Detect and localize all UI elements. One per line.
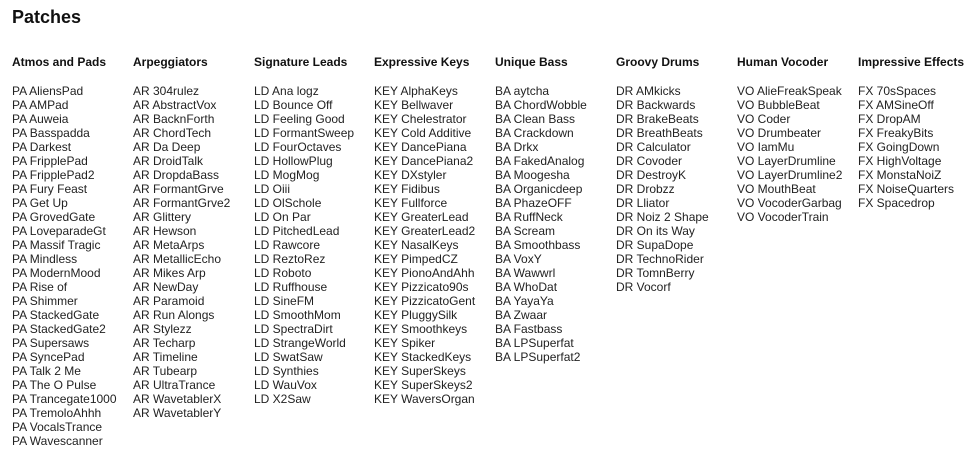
patch-list [858, 84, 964, 210]
patch-item: KEY Pizzicato90s [374, 280, 469, 294]
patch-item: DR Covoder [616, 154, 683, 168]
patch-item: KEY GreaterLead2 [374, 224, 476, 238]
patch-item: BA LPSuperfat2 [495, 350, 581, 364]
patch-item: PA Darkest [12, 140, 72, 154]
patch-columns [12, 55, 978, 455]
column-header: Impressive Effects [858, 55, 965, 69]
patch-item: LD FormantSweep [254, 126, 355, 140]
patch-item: BA LPSuperfat [495, 336, 574, 350]
patch-item: KEY NasalKeys [374, 238, 459, 252]
patch-item: VO IamMu [737, 140, 795, 154]
patch-item: PA LoveparadeGt [12, 224, 106, 238]
patch-item: KEY Bellwaver [374, 98, 454, 112]
patch-item: LD PitchedLead [254, 224, 340, 238]
patch-item: FX DropAM [858, 112, 921, 126]
patch-item: PA TremoloAhhh [12, 406, 102, 420]
patch-item: LD SpectraDirt [254, 322, 333, 336]
patch-item: KEY Smoothkeys [374, 322, 468, 336]
patch-item: PA AliensPad [12, 84, 84, 98]
patch-item: DR Lliator [616, 196, 670, 210]
patch-item: FX FreakyBits [858, 126, 934, 140]
patch-item: KEY Fidibus [374, 182, 440, 196]
patch-item: LD HollowPlug [254, 154, 333, 168]
patch-item: FX NoiseQuarters [858, 182, 955, 196]
patch-item: BA Smoothbass [495, 238, 581, 252]
patch-item: LD Synthies [254, 364, 319, 378]
column-human-vocoder [737, 55, 842, 224]
patch-item: LD StrangeWorld [254, 336, 346, 350]
patch-item: PA Wavescanner [12, 434, 103, 448]
patch-item: AR Timeline [133, 350, 198, 364]
patch-item: PA The O Pulse [12, 378, 97, 392]
patch-item: LD Bounce Off [254, 98, 333, 112]
patch-list [495, 84, 587, 364]
patch-item: VO LayerDrumline [737, 154, 836, 168]
patch-item: KEY GreaterLead [374, 210, 469, 224]
patch-item: BA aytcha [495, 84, 550, 98]
patch-item: BA VoxY [495, 252, 542, 266]
patch-item: LD Rawcore [254, 238, 321, 252]
patch-item: DR Backwards [616, 98, 696, 112]
patch-item: AR Hewson [133, 224, 197, 238]
patch-item: VO AlieFreakSpeak [737, 84, 842, 98]
patch-item: PA FripplePad2 [12, 168, 95, 182]
patch-item: LD ReztoRez [254, 252, 326, 266]
patch-item: FX 70sSpaces [858, 84, 937, 98]
patch-item: KEY Cold Additive [374, 126, 472, 140]
patch-item: PA Talk 2 Me [12, 364, 81, 378]
patch-item: LD SineFM [254, 294, 315, 308]
patch-item: FX GoingDown [858, 140, 940, 154]
patch-item: DR AMkicks [616, 84, 681, 98]
patch-item: DR Vocorf [616, 280, 671, 294]
patch-item: PA GrovedGate [12, 210, 96, 224]
patch-item: AR FormantGrve [133, 182, 224, 196]
column-arpeggiators [133, 55, 230, 420]
patch-item: KEY Spiker [374, 336, 436, 350]
patch-item: KEY Fullforce [374, 196, 448, 210]
patch-item: DR Noiz 2 Shape [616, 210, 709, 224]
patch-item: AR Stylezz [133, 322, 192, 336]
page-title: Patches [12, 7, 82, 27]
patch-item: AR 304rulez [133, 84, 200, 98]
patch-item: BA Crackdown [495, 126, 574, 140]
patch-item: KEY WaversOrgan [374, 392, 475, 406]
patch-item: KEY Chelestrator [374, 112, 467, 126]
column-impressive-effects [858, 55, 964, 210]
column-atmos-and-pads [12, 55, 117, 448]
patch-item: PA StackedGate [12, 308, 100, 322]
patch-list [616, 84, 709, 294]
patch-item: DR SupaDope [616, 238, 694, 252]
patch-item: DR Calculator [616, 140, 691, 154]
patch-item: LD SmoothMom [254, 308, 341, 322]
patch-item: AR Tubearp [133, 364, 198, 378]
patch-item: VO VocoderGarbag [737, 196, 842, 210]
patch-item: FX AMSineOff [858, 98, 934, 112]
patch-item: PA Supersaws [12, 336, 90, 350]
patch-item: PA Basspadda [12, 126, 90, 140]
patch-item: AR AbstractVox [133, 98, 217, 112]
patch-item: KEY PluggySilk [374, 308, 458, 322]
patch-item: KEY StackedKeys [374, 350, 472, 364]
patch-item: LD Roboto [254, 266, 312, 280]
patch-item: BA Drkx [495, 140, 539, 154]
patch-list [12, 84, 117, 448]
patch-item: LD SwatSaw [254, 350, 323, 364]
patch-list [133, 84, 230, 420]
patch-item: AR DropdaBass [133, 168, 220, 182]
patch-item: AR DroidTalk [133, 154, 204, 168]
patch-item: PA Massif Tragic [12, 238, 101, 252]
patch-item: AR Mikes Arp [133, 266, 206, 280]
patch-item: BA Fastbass [495, 322, 563, 336]
patch-item: PA Get Up [12, 196, 68, 210]
patch-item: AR MetaArps [133, 238, 205, 252]
patch-item: DR BreathBeats [616, 126, 703, 140]
patch-item: KEY PionoAndAhh [374, 266, 475, 280]
patch-item: VO BubbleBeat [737, 98, 820, 112]
patch-item: PA Fury Feast [12, 182, 88, 196]
column-header: Unique Bass [495, 55, 568, 69]
patch-item: PA Trancegate1000 [12, 392, 117, 406]
column-expressive-keys [374, 55, 475, 406]
patch-item: KEY DancePiana2 [374, 154, 474, 168]
patch-item: PA Mindless [12, 252, 78, 266]
patch-item: PA Rise of [12, 280, 68, 294]
patch-item: PA StackedGate2 [12, 322, 106, 336]
patch-item: AR WavetablerY [133, 406, 222, 420]
patch-item: PA VocalsTrance [12, 420, 103, 434]
patch-item: PA AMPad [12, 98, 69, 112]
patch-item: PA ModernMood [12, 266, 101, 280]
patch-item: AR Run Alongs [133, 308, 215, 322]
patch-item: BA YayaYa [495, 294, 554, 308]
column-signature-leads [254, 55, 354, 406]
patch-item: AR BacknForth [133, 112, 215, 126]
patch-item: AR Techarp [133, 336, 196, 350]
column-header: Atmos and Pads [12, 55, 107, 69]
patch-item: DR TomnBerry [616, 266, 695, 280]
patch-item: BA WhoDat [495, 280, 558, 294]
patch-item: KEY SuperSkeys [374, 364, 466, 378]
patch-item: BA PhazeOFF [495, 196, 572, 210]
patch-item: BA Organicdeep [495, 182, 583, 196]
patch-item: PA Auweia [12, 112, 69, 126]
patch-item: VO Drumbeater [737, 126, 822, 140]
patch-item: BA Scream [495, 224, 556, 238]
patch-item: KEY AlphaKeys [374, 84, 458, 98]
patch-item: AR FormantGrve2 [133, 196, 231, 210]
patch-item: LD Ana logz [254, 84, 319, 98]
patch-item: BA RuffNeck [495, 210, 563, 224]
patch-item: AR Da Deep [133, 140, 201, 154]
patch-item: VO MouthBeat [737, 182, 816, 196]
patch-item: BA Clean Bass [495, 112, 576, 126]
column-header: Signature Leads [254, 55, 348, 69]
patch-item: BA ChordWobble [495, 98, 587, 112]
patch-item: AR Paramoid [133, 294, 205, 308]
patch-item: LD WauVox [254, 378, 317, 392]
patch-item: DR DestroyK [616, 168, 687, 182]
patch-item: DR TechnoRider [616, 252, 704, 266]
patch-item: DR Drobzz [616, 182, 675, 196]
column-header: Groovy Drums [616, 55, 700, 69]
patch-item: DR BrakeBeats [616, 112, 699, 126]
patch-item: DR On its Way [616, 224, 695, 238]
patch-list [737, 84, 842, 224]
patch-item: VO VocoderTrain [737, 210, 829, 224]
patch-item: AR WavetablerX [133, 392, 222, 406]
patch-item: FX MonstaNoiZ [858, 168, 942, 182]
patch-item: LD Oiii [254, 182, 291, 196]
patch-list [254, 84, 354, 406]
patch-item: VO Coder [737, 112, 791, 126]
patch-item: FX HighVoltage [858, 154, 942, 168]
patch-item: AR Glittery [133, 210, 192, 224]
patch-item: AR ChordTech [133, 126, 212, 140]
patch-item: AR NewDay [133, 280, 199, 294]
patch-item: BA FakedAnalog [495, 154, 585, 168]
patch-item: BA Zwaar [495, 308, 548, 322]
patch-item: LD Ruffhouse [254, 280, 328, 294]
patch-item: LD MogMog [254, 168, 320, 182]
patch-item: KEY DancePiana [374, 140, 467, 154]
patch-item: LD On Par [254, 210, 311, 224]
patch-item: AR MetallicEcho [133, 252, 222, 266]
patch-item: VO LayerDrumline2 [737, 168, 843, 182]
patch-item: PA FripplePad [12, 154, 88, 168]
patch-item: FX Spacedrop [858, 196, 935, 210]
patch-item: BA Moogesha [495, 168, 570, 182]
patch-item: LD Feeling Good [254, 112, 345, 126]
patch-item: KEY SuperSkeys2 [374, 378, 473, 392]
patch-item: PA Shimmer [12, 294, 78, 308]
patch-item: BA Wawwrl [495, 266, 556, 280]
patch-item: LD FourOctaves [254, 140, 342, 154]
patch-item: PA SyncePad [12, 350, 85, 364]
patch-item: KEY DXstyler [374, 168, 447, 182]
patch-item: KEY PizzicatoGent [374, 294, 476, 308]
column-header: Human Vocoder [737, 55, 829, 69]
column-header: Arpeggiators [133, 55, 208, 69]
patch-item: LD X2Saw [254, 392, 311, 406]
column-unique-bass [495, 55, 587, 364]
column-header: Expressive Keys [374, 55, 470, 69]
patch-list [374, 84, 475, 406]
column-groovy-drums [616, 55, 709, 294]
patch-item: AR UltraTrance [133, 378, 216, 392]
patch-item: LD OlSchole [254, 196, 322, 210]
patch-item: KEY PimpedCZ [374, 252, 458, 266]
